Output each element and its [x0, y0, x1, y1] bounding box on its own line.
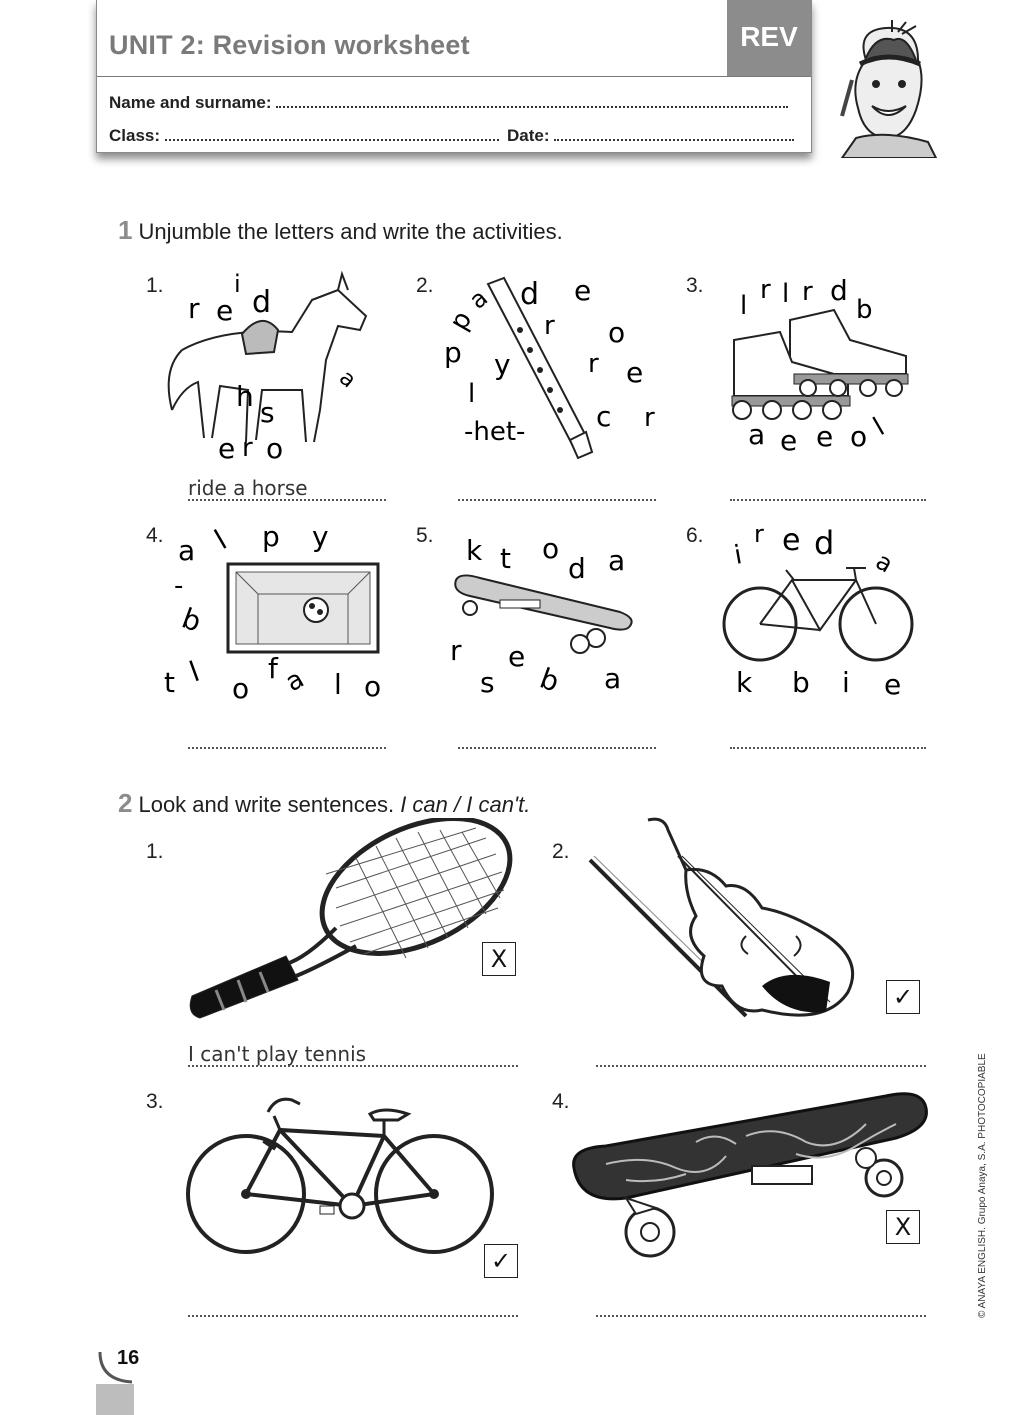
bike-small-picture: [716, 514, 926, 704]
ex1-item-1-answer[interactable]: ride a horse: [188, 476, 308, 500]
ex1-item-4-letter: p: [262, 520, 280, 553]
ex1-item-3-letter: r: [760, 275, 771, 305]
ex1-item-2-number: 2.: [416, 274, 434, 297]
ex1-item-5-letter: k: [466, 534, 483, 567]
ex1-item-4-letter: a: [280, 664, 310, 699]
date-field[interactable]: [507, 125, 794, 146]
ex1-item-6-letter: e: [884, 668, 902, 701]
ex1-item-5-answer-line[interactable]: [458, 747, 656, 749]
class-field[interactable]: [109, 125, 499, 146]
ex2-item-3-mark-box: ✓: [484, 1244, 518, 1278]
ex1-item-2-letter: r: [544, 311, 555, 341]
ex1-item-4-number: 4.: [146, 524, 164, 547]
exercise-2-title: [118, 788, 530, 819]
ex1-item-5-letter: s: [480, 666, 495, 699]
ex1-item-6-letter: e: [782, 523, 801, 558]
skateboard-large-picture: [566, 1084, 936, 1264]
exercise-1-number: 1: [118, 215, 133, 245]
copyright-note: © ANAYA ENGLISH. Grupo Anaya, S.A. PHOTOCOPIABLE: [977, 1053, 988, 1318]
ex2-item-4-answer-line[interactable]: [596, 1315, 926, 1317]
ex1-item-1-letter: a: [334, 365, 361, 394]
ex1-item-2-letter: o: [608, 316, 626, 349]
ex1-item-2-letter: c: [596, 400, 612, 433]
ex2-item-3-answer-line[interactable]: [188, 1315, 518, 1317]
ex1-item-3-letter: r: [802, 277, 813, 307]
ex1-item-1-number: 1.: [146, 274, 164, 297]
exercise-2-number: 2: [118, 788, 133, 818]
ex1-item-2-letter: e: [626, 356, 644, 389]
ex1-item-5-letter: t: [500, 542, 511, 575]
exercise-2-instruction-italic: I can / I can't.: [400, 792, 531, 817]
ex1-item-4-answer-line[interactable]: [188, 747, 386, 749]
horse-picture: [162, 270, 388, 470]
page-tab: [96, 1384, 134, 1415]
football-picture: [162, 514, 392, 704]
ex1-item-4-letter: y: [312, 520, 329, 553]
ex1-item-2-letter: l: [468, 379, 476, 409]
ex2-item-4-number: 4.: [552, 1090, 570, 1113]
ex1-item-6-letter: d: [814, 524, 835, 562]
ex1-item-4-letter: -: [174, 571, 184, 601]
ex2-item-2-number: 2.: [552, 840, 570, 863]
tennis-racket-picture: [186, 818, 526, 1028]
ex1-item-4-letter: f: [268, 652, 278, 685]
ex1-item-1-letter: e: [218, 432, 236, 465]
class-dotted-line[interactable]: [165, 125, 499, 141]
ex1-item-3-letter: l: [782, 279, 790, 309]
ex1-item-2-answer-line[interactable]: [458, 499, 656, 501]
rev-tab: REV: [727, 0, 811, 76]
ex2-item-1-answer-line[interactable]: [188, 1065, 518, 1067]
ex1-item-1-answer-line[interactable]: [188, 499, 386, 501]
ex1-item-2-letter: r: [588, 349, 599, 379]
ex1-item-6-letter: a: [871, 546, 898, 579]
ex1-item-1-letter: e: [216, 294, 234, 327]
ex1-item-3-letter: e: [816, 420, 834, 453]
ex1-item-3-letter: e: [780, 424, 798, 457]
date-label: Date:: [507, 126, 550, 145]
date-dotted-line[interactable]: [554, 125, 794, 141]
ex1-item-6-number: 6.: [686, 524, 704, 547]
ex1-item-3-letter: o: [850, 420, 868, 453]
ex1-item-5-letter: o: [542, 532, 560, 565]
ex1-item-3-letter: d: [830, 274, 848, 307]
rollerblades-picture: [720, 270, 920, 460]
ex1-item-1-letter: h: [236, 380, 254, 413]
ex1-item-4-letter: l: [334, 668, 342, 701]
name-label: Name and surname:: [109, 93, 272, 112]
ex1-item-5-letter: d: [568, 552, 586, 585]
ex1-item-2-letter: e: [574, 274, 592, 307]
class-label: Class:: [109, 126, 161, 145]
ex1-item-6-letter: r: [754, 520, 764, 548]
recorder-picture: [440, 270, 670, 470]
ex1-item-2-letter: p: [444, 336, 462, 369]
ex2-item-1-number: 1.: [146, 840, 164, 863]
skateboard-small-picture: [440, 520, 650, 700]
ex1-item-2-letter: p: [444, 306, 479, 336]
ex1-item-3-letter: a: [748, 418, 766, 451]
ex1-item-1-letter: r: [242, 433, 253, 463]
ex1-item-5-number: 5.: [416, 524, 434, 547]
ex1-item-3-number: 3.: [686, 274, 704, 297]
ex2-item-2-answer-line[interactable]: [596, 1065, 926, 1067]
ex2-item-1-answer[interactable]: I can't play tennis: [188, 1042, 367, 1066]
name-field[interactable]: [109, 92, 788, 113]
ex1-item-4-letter: b: [177, 601, 206, 639]
ex1-item-3-letter: l: [868, 412, 890, 443]
girl-avatar: [836, 20, 940, 158]
exercise-1-instruction: Unjumble the letters and write the activities.: [138, 219, 563, 244]
ex1-item-4-letter: l: [185, 654, 204, 689]
ex1-item-6-answer-line[interactable]: [730, 747, 926, 749]
ex1-item-1-letter: o: [266, 432, 284, 465]
ex1-item-2-letter: y: [494, 348, 511, 381]
ex1-item-1-letter: s: [260, 396, 275, 429]
name-dotted-line[interactable]: [276, 92, 788, 108]
ex1-item-5-letter: a: [604, 662, 622, 695]
ex1-item-6-letter: i: [732, 540, 745, 571]
ex1-item-6-letter: i: [842, 666, 850, 699]
ex1-item-3-letter: l: [740, 291, 748, 321]
exercise-2-instruction: Look and write sentences.: [138, 792, 395, 817]
header-divider: [97, 76, 811, 77]
ex1-item-4-letter: a: [178, 534, 196, 567]
ex1-item-4-letter: o: [364, 670, 382, 703]
ex1-item-1-letter: d: [252, 285, 272, 320]
ex1-item-2-letter: r: [644, 403, 655, 433]
ex2-item-2-mark-box: ✓: [886, 980, 920, 1014]
ex1-item-2-letter: -het-: [464, 417, 526, 447]
ex2-item-3-number: 3.: [146, 1090, 164, 1113]
ex1-item-1-letter: r: [188, 292, 200, 325]
page-number: 16: [117, 1347, 140, 1369]
ex1-item-4-letter: l: [209, 523, 233, 557]
ex1-item-2-letter: d: [520, 277, 540, 312]
violin-picture: [586, 816, 876, 1026]
exercise-1-title: [118, 215, 563, 246]
ex2-item-4-mark-box: X: [886, 1210, 920, 1244]
ex2-item-1-mark-box: X: [482, 942, 516, 976]
ex1-item-6-letter: b: [792, 666, 810, 699]
ex1-item-5-letter: e: [508, 640, 526, 673]
ex1-item-6-letter: k: [736, 666, 753, 699]
ex1-item-3-answer-line[interactable]: [730, 499, 926, 501]
ex1-item-5-letter: a: [608, 544, 626, 577]
ex1-item-1-letter: i: [234, 270, 241, 298]
worksheet-title: UNIT 2: Revision worksheet: [109, 30, 470, 60]
ex1-item-4-letter: o: [232, 672, 250, 704]
ex1-item-2-letter: a: [463, 283, 494, 315]
worksheet-header: [96, 0, 812, 153]
ex1-item-4-letter: t: [164, 666, 175, 699]
bike-large-picture: [184, 1086, 500, 1262]
ex1-item-3-letter: b: [856, 295, 873, 325]
ex1-item-5-letter: r: [450, 634, 462, 667]
ex1-item-5-letter: b: [535, 661, 564, 699]
